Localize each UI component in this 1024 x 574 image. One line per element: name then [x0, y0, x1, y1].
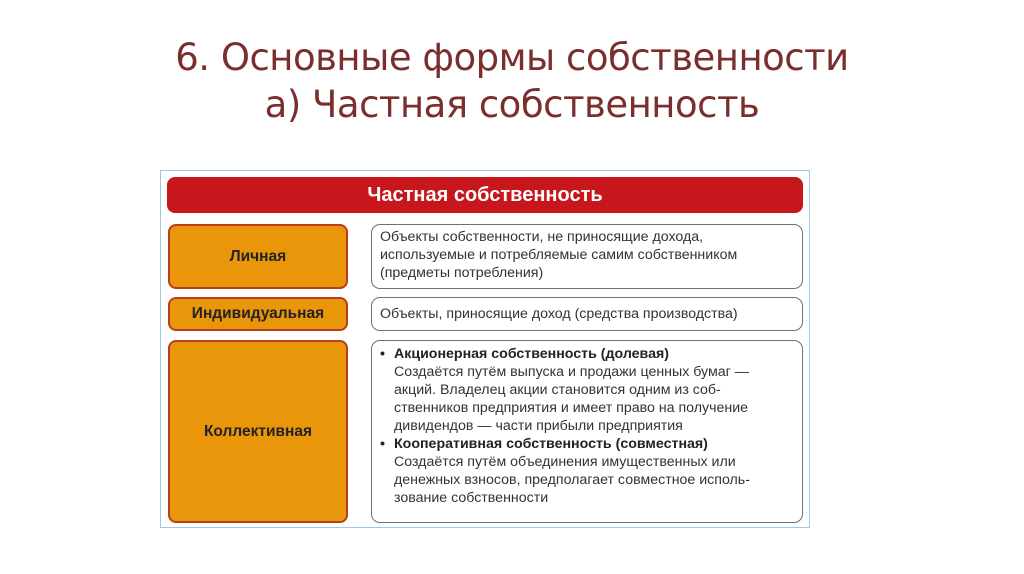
description-personal [371, 224, 803, 289]
slide-title-line-2: а) Частная собственность [264, 83, 760, 126]
bullet-text-line: Создаётся путём объединения имущественных или [394, 454, 736, 470]
bullet-joint-stock [380, 345, 794, 363]
slide-title [0, 34, 1024, 128]
description-line: используемые и потребляемые самим собственником [380, 247, 738, 263]
bullet-marker: • [380, 346, 385, 362]
bullet-text-line: зование собственности [394, 490, 549, 506]
description-individual [371, 297, 803, 331]
ownership-diagram [160, 170, 810, 528]
bullet-text-line: ственников предприятия и имеет право на получение [394, 400, 749, 416]
category-collective: Коллективная [168, 340, 348, 523]
bullet-text-line: денежных взносов, предполагает совместное исполь- [394, 472, 750, 488]
bullet-text-line: Создаётся путём выпуска и продажи ценных бумаг — [394, 364, 749, 380]
bullet-text-line: акций. Владелец акции становится одним из соб- [394, 382, 721, 398]
bullet-heading: Акционерная собственность (долевая) [394, 346, 669, 362]
bullet-heading: Кооперативная собственность (совместная) [394, 436, 708, 452]
description-line: Объекты, приносящие доход (средства производства) [380, 306, 738, 322]
description-collective [371, 340, 803, 523]
description-line: (предметы потребления) [380, 265, 544, 281]
category-individual: Индивидуальная [168, 297, 348, 331]
slide-title-line-1: 6. Основные формы собственности [175, 36, 849, 79]
category-personal: Личная [168, 224, 348, 289]
bullet-marker: • [380, 436, 385, 452]
diagram-header: Частная собственность [167, 177, 803, 213]
bullet-text-line: дивидендов — части прибыли предприятия [394, 418, 683, 434]
description-line: Объекты собственности, не приносящие дохода, [380, 229, 704, 245]
bullet-cooperative [380, 435, 794, 453]
